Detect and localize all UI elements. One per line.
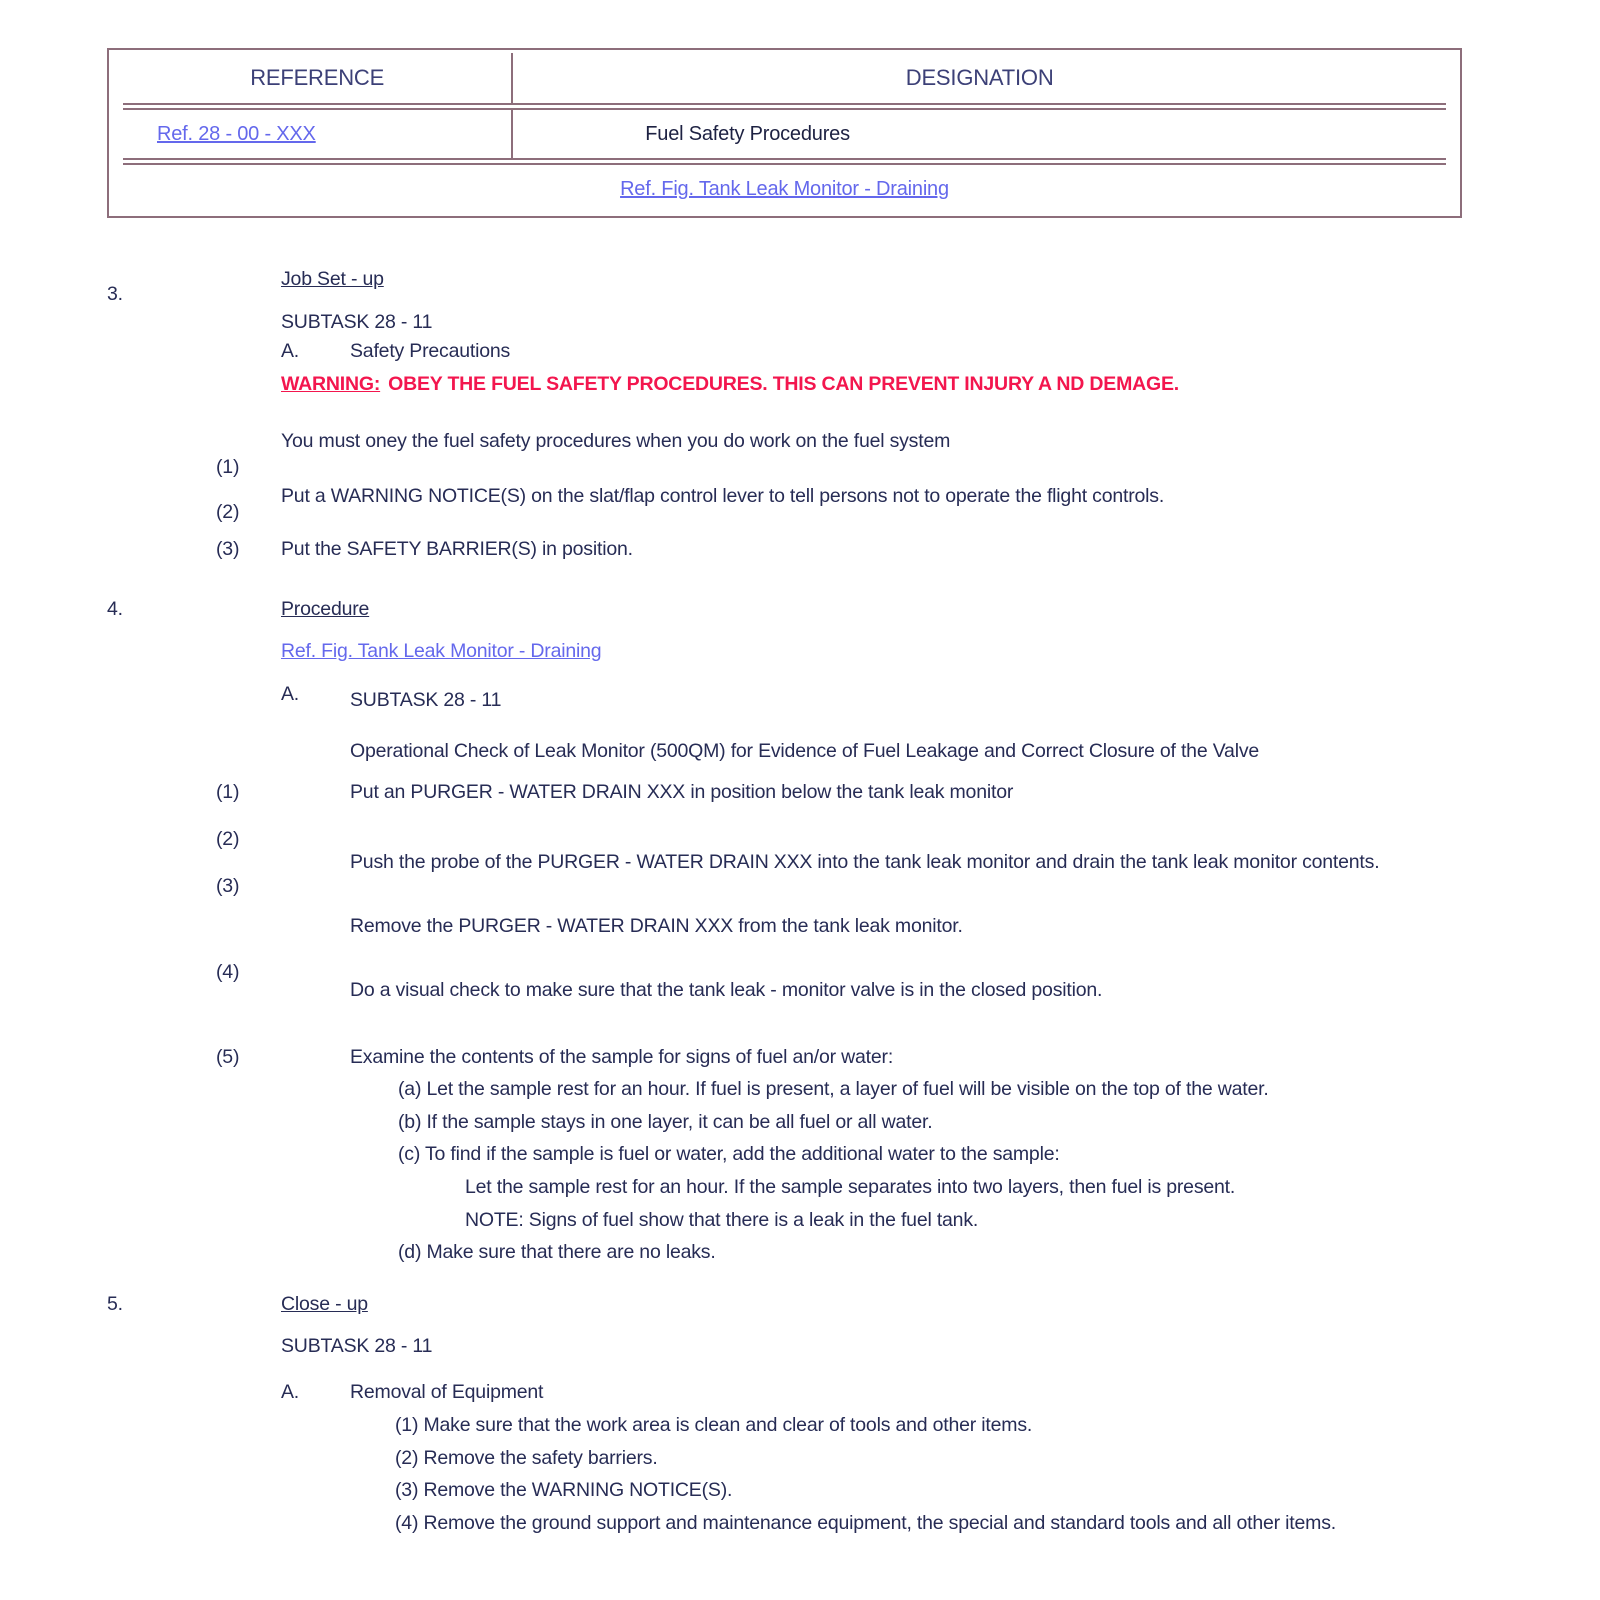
item-text: Put an PURGER - WATER DRAIN XXX in position below the tank leak monitor bbox=[350, 781, 1014, 803]
reference-cell bbox=[123, 108, 513, 160]
item-text: Put the SAFETY BARRIER(S) in position. bbox=[281, 538, 633, 560]
operation-subtitle: Operational Check of Leak Monitor (500QM) for Evidence of Fuel Leakage and Correct Closure of the Valve bbox=[350, 740, 1260, 762]
list-item bbox=[216, 961, 1570, 1003]
item-text: Examine the contents of the sample for signs of fuel an/or water: bbox=[350, 1046, 894, 1068]
table-row bbox=[123, 108, 1446, 160]
item-number: (4) bbox=[216, 961, 240, 983]
list-item bbox=[216, 828, 1570, 875]
reference-column-header: REFERENCE bbox=[123, 53, 513, 105]
subtask-label: SUBTASK 28 - 11 bbox=[281, 311, 433, 333]
section-close-up bbox=[107, 1291, 1570, 1536]
item-text: Remove the PURGER - WATER DRAIN XXX from the tank leak monitor. bbox=[350, 915, 963, 937]
list-item: (4) Remove the ground support and maintenance equipment, the special and standard tools and all other items. bbox=[395, 1512, 1336, 1534]
item-text: Push the probe of the PURGER - WATER DRAIN XXX into the tank leak monitor and drain the tank leak monitor contents. bbox=[350, 851, 1380, 873]
warning-label: WARNING: bbox=[281, 373, 381, 395]
reference-table bbox=[107, 48, 1462, 218]
list-item: (2) Remove the safety barriers. bbox=[395, 1447, 658, 1469]
designation-cell: Fuel Safety Procedures bbox=[513, 108, 1446, 160]
figure-reference-link[interactable]: Ref. Fig. Tank Leak Monitor - Draining bbox=[281, 640, 602, 662]
item-number: (1) bbox=[216, 781, 240, 803]
sub-item-detail: Let the sample rest for an hour. If the sample separates into two layers, then fuel is present. bbox=[465, 1176, 1236, 1198]
item-number: (3) bbox=[216, 538, 240, 560]
section-job-setup bbox=[107, 266, 1570, 562]
figure-reference-cell bbox=[123, 163, 1446, 213]
item-number: (2) bbox=[216, 501, 240, 523]
list-item: (3) Remove the WARNING NOTICE(S). bbox=[395, 1479, 733, 1501]
letter-label: A. bbox=[281, 340, 300, 362]
item-number: (3) bbox=[216, 875, 240, 897]
item-number: (5) bbox=[216, 1046, 240, 1068]
letter-title: Removal of Equipment bbox=[350, 1381, 544, 1403]
reference-link[interactable]: Ref. 28 - 00 - XXX bbox=[157, 122, 316, 145]
item-number: (2) bbox=[216, 828, 240, 850]
table-row bbox=[123, 163, 1446, 213]
item-number: (1) bbox=[216, 456, 240, 478]
letter-label: A. bbox=[281, 683, 300, 705]
procedure-content bbox=[0, 266, 1600, 1536]
section-number: 5. bbox=[107, 1293, 123, 1315]
table-header-row bbox=[123, 53, 1446, 105]
subtask-label: SUBTASK 28 - 11 bbox=[281, 1335, 433, 1357]
figure-reference-link[interactable]: Ref. Fig. Tank Leak Monitor - Draining bbox=[620, 177, 949, 200]
designation-column-header: DESIGNATION bbox=[513, 53, 1446, 105]
section-procedure bbox=[107, 596, 1570, 1265]
list-item: (1) Make sure that the work area is clean and clear of tools and other items. bbox=[395, 1414, 1033, 1436]
letter-label: A. bbox=[281, 1381, 300, 1403]
sub-item: (c) To find if the sample is fuel or water, add the additional water to the sample: bbox=[398, 1143, 1060, 1165]
list-item bbox=[216, 875, 1570, 939]
section-title: Close - up bbox=[281, 1293, 368, 1315]
list-item bbox=[216, 483, 1570, 523]
list-item bbox=[216, 536, 1570, 562]
list-item bbox=[216, 779, 1570, 805]
item-text: Put a WARNING NOTICE(S) on the slat/flap control lever to tell persons not to operate the flight controls. bbox=[281, 485, 1165, 507]
sub-item: (a) Let the sample rest for an hour. If fuel is present, a layer of fuel will be visible on the top of the water. bbox=[398, 1078, 1269, 1100]
item-text: Do a visual check to make sure that the tank leak - monitor valve is in the closed position. bbox=[350, 979, 1103, 1001]
warning-body: OBEY THE FUEL SAFETY PROCEDURES. THIS CAN PREVENT INJURY A ND DEMAGE. bbox=[388, 373, 1180, 395]
section-number: 4. bbox=[107, 598, 123, 620]
note-line: NOTE: Signs of fuel show that there is a leak in the fuel tank. bbox=[465, 1209, 979, 1231]
section-number: 3. bbox=[107, 283, 123, 305]
section-title: Procedure bbox=[281, 598, 370, 620]
warning-text bbox=[281, 371, 1570, 397]
sub-item: (d) Make sure that there are no leaks. bbox=[398, 1241, 716, 1263]
subtask-label: SUBTASK 28 - 11 bbox=[350, 689, 502, 711]
letter-title: Safety Precautions bbox=[350, 340, 511, 362]
item-text: You must oney the fuel safety procedures when you do work on the fuel system bbox=[281, 430, 951, 452]
list-item bbox=[216, 428, 1570, 478]
section-title: Job Set - up bbox=[281, 268, 384, 290]
sub-item: (b) If the sample stays in one layer, it can be all fuel or all water. bbox=[398, 1111, 933, 1133]
list-item bbox=[216, 1044, 1570, 1070]
